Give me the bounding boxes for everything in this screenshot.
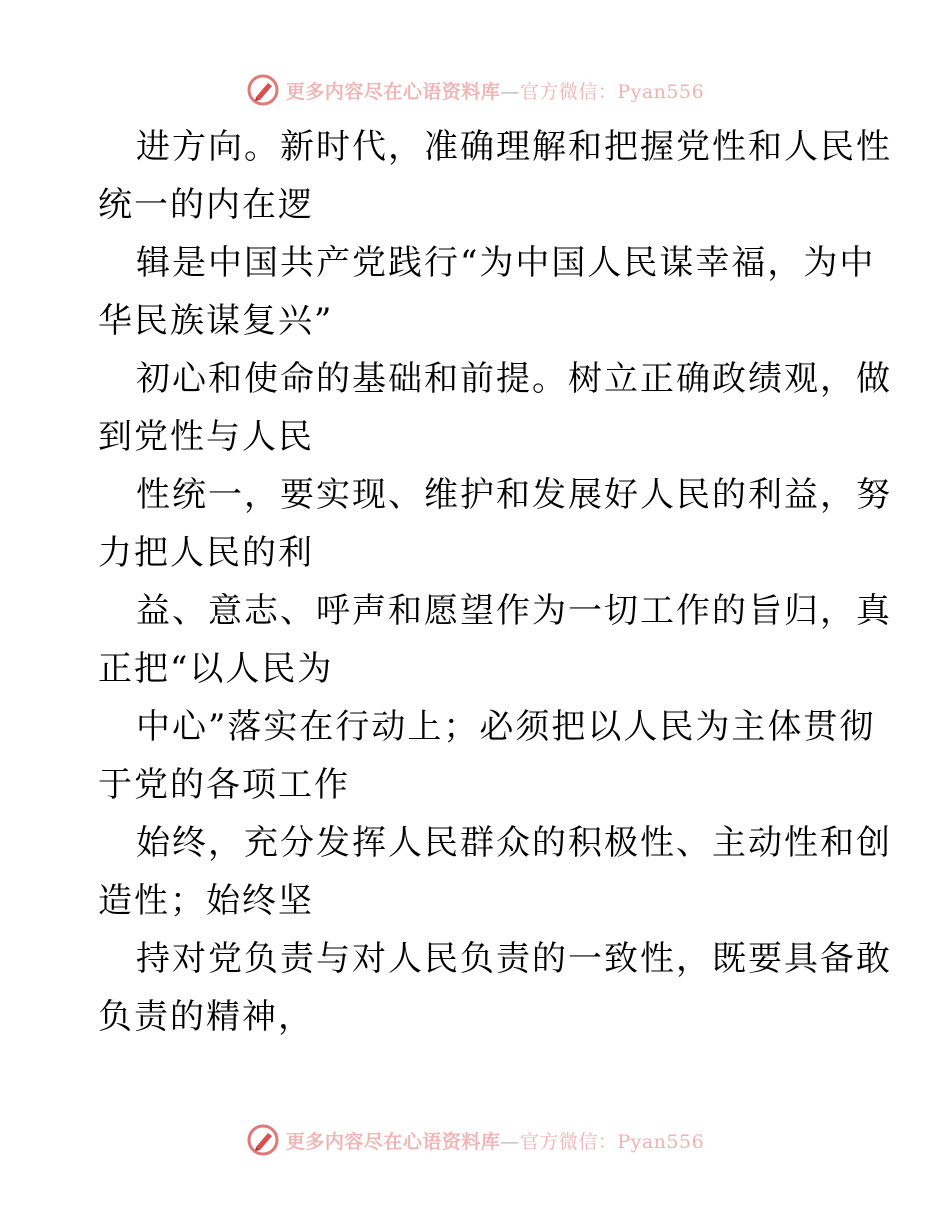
text-line: 到党性与人民 [98,417,314,457]
text-line: 始终，充分发挥人民群众的积极性、主动性和创 [136,823,892,863]
text-line: 华民族谋复兴” [98,301,334,341]
document-body [98,118,892,1046]
text-line: 正把“以人民为 [98,649,334,689]
text-line: 益、意志、呼声和愿望作为一切工作的旨归，真 [136,591,892,631]
text-line: 中心”落实在行动上；必须把以人民为主体贯彻 [136,707,876,747]
text-line: 进方向。新时代，准确理解和把握党性和人民性 [136,127,892,167]
watermark-text [286,77,704,104]
text-line: 统一的内在逻 [98,185,314,225]
header-watermark [0,70,950,110]
text-line: 持对党负责与对人民负责的一致性，既要具备敢 [136,939,892,979]
text-line: 负责的精神， [98,997,314,1037]
watermark-contact: 官方微信：Pyan556 [519,1130,705,1153]
text-line: 性统一，要实现、维护和发展好人民的利益，努 [136,475,892,515]
text-line: 初心和使命的基础和前提。树立正确政绩观，做 [136,359,892,399]
pen-circle-logo-icon [246,73,280,107]
footer-watermark [0,1120,950,1160]
text-line: 于党的各项工作 [98,765,350,805]
text-line: 造性；始终坚 [98,881,314,921]
text-line: 辑是中国共产党践行“为中国人民谋幸福，为中 [136,243,876,283]
watermark-separator: — [500,80,520,103]
text-line: 力把人民的利 [98,533,314,573]
watermark-text [286,1127,704,1154]
watermark-contact: 官方微信：Pyan556 [519,80,705,103]
watermark-separator: — [500,1130,520,1153]
watermark-brand: 更多内容尽在心语资料库 [285,1130,501,1153]
watermark-brand: 更多内容尽在心语资料库 [285,80,501,103]
pen-circle-logo-icon [246,1123,280,1157]
